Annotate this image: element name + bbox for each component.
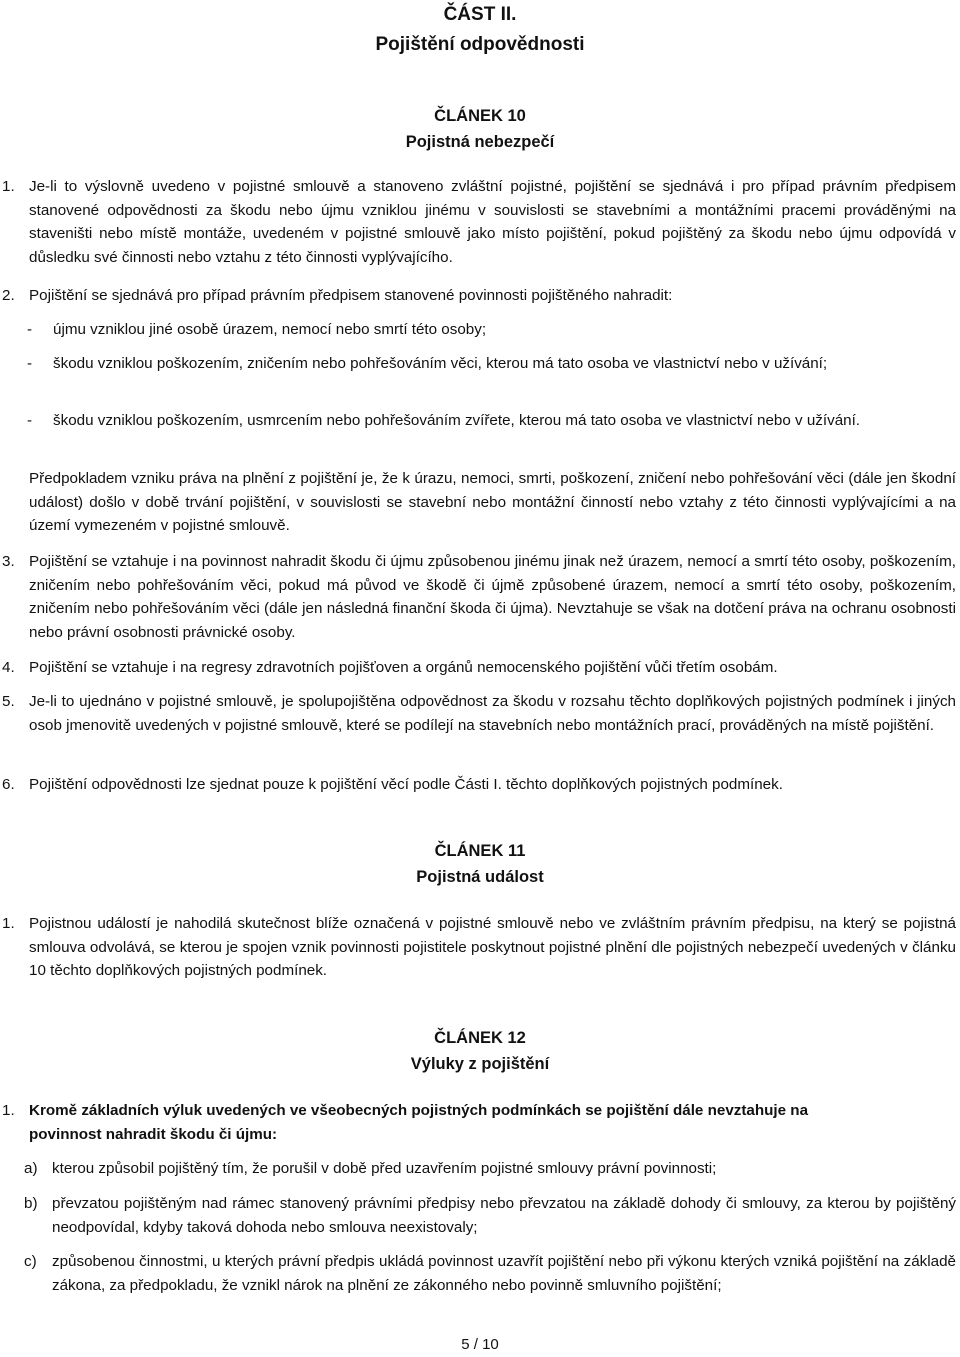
article-10-item-2 (2, 284, 956, 308)
dash-text: újmu vzniklou jiné osobě úrazem, nemocí nebo smrtí této osoby; (53, 321, 487, 338)
article-10-item-5 (2, 690, 956, 737)
article-10-heading: ČLÁNEK 10 (434, 107, 526, 125)
item-number: 3. (2, 553, 15, 570)
item-number: 6. (2, 776, 15, 793)
article-10-item-3 (2, 550, 956, 644)
article-10-title: Pojistná nebezpečí (405, 133, 555, 151)
article-11-item-1 (2, 912, 956, 983)
article-12-letter-c (24, 1250, 956, 1297)
dash-mark: - (27, 321, 33, 338)
article-10-item-6 (2, 773, 956, 797)
article-10-dash-2 (27, 352, 956, 376)
letter-text: způsobenou činnostmi, u kterých právní předpis ukládá povinnost uzavřít pojištění nebo při výkonu kterých vzniká pojištění na základě zákona, za předpokladu, že vznikl nárok na plnění ze zákonného nebo povinně smluvního pojištění; (52, 1253, 956, 1294)
item-text: Pojištění se vztahuje i na regresy zdravotních pojišťoven a orgánů nemocenského pojištění vůči třetím osobám. (29, 659, 778, 676)
dash-mark: - (27, 355, 33, 372)
part-number: ČÁST II. (443, 4, 517, 25)
letter-text: kterou způsobil pojištěný tím, že porušil v době před uzavřením pojistné smlouvy právní povinnosti; (52, 1160, 717, 1177)
article-10-paragraph: Předpokladem vzniku práva na plnění z pojištění je, že k úrazu, nemoci, smrti, poškození, zničení nebo pohřešování věci (dále jen škodní událost) došlo v době trvání pojištění, v souvislosti se stavební nebo montážní činností nebo vztahy z této činnosti vyplývajícími a na území vymezeném v pojistné smlouvě. (29, 470, 956, 534)
item-number: 2. (2, 287, 15, 304)
item-text: Kromě základních výluk uvedených ve všeobecných pojistných podmínkách se pojištění dále nevztahuje na povinnost nahradit škodu či újmu: (29, 1102, 809, 1143)
item-text: Pojištění se vztahuje i na povinnost nahradit škodu či újmu způsobenou jinému jinak než úrazem, nemocí a smrtí této osoby, poškozením, zničením nebo pohřešováním věci, pokud má původ ve škodě či újmě způsobené úrazem, nemocí a smrtí této osoby, poškozením, zničením nebo pohřešováním věci (dále jen následná finanční škoda či újma). Nevztahuje se však na dotčení práva na ochranu osobnosti nebo právní osobnosti právnické osoby. (29, 553, 956, 641)
item-number: 4. (2, 659, 15, 676)
article-11-heading: ČLÁNEK 11 (434, 842, 526, 860)
letter-mark: a) (24, 1160, 38, 1177)
article-12-item-1 (2, 1099, 882, 1146)
item-number: 1. (2, 915, 15, 932)
letter-mark: b) (24, 1195, 38, 1212)
article-10-item-4 (2, 656, 956, 680)
article-12-letter-b (24, 1192, 956, 1239)
article-10-dash-1 (27, 318, 956, 342)
article-10-dash-3 (27, 409, 956, 433)
letter-mark: c) (24, 1253, 37, 1270)
page-number: 5 / 10 (461, 1336, 499, 1353)
article-12-heading: ČLÁNEK 12 (434, 1029, 526, 1047)
article-12-title: Výluky z pojištění (410, 1055, 550, 1073)
item-text: Je-li to ujednáno v pojistné smlouvě, je spolupojištěna odpovědnost za škodu v rozsahu těchto doplňkových pojistných podmínek i jiných osob jmenovitě uvedených v pojistné smlouvě, které se podílejí na stavebních nebo montážních prací, prováděných na místě pojištění. (29, 693, 956, 734)
letter-text: převzatou pojištěným nad rámec stanovený právními předpisy nebo převzatou na základě dohody či smlouvy, za kterou by pojištěný neodpovídal, kdyby taková dohoda nebo smlouva neexistovaly; (52, 1195, 956, 1236)
article-10-item-1 (2, 175, 956, 269)
article-12-letter-a (24, 1157, 956, 1181)
item-text: Pojistnou událostí je nahodilá skutečnost blíže označená v pojistné smlouvě nebo ve zvláštním právním předpisu, na který se pojistná smlouva odvolává, se kterou je spojen vznik povinnosti pojistitele poskytnout pojistné plnění dle pojistných nebezpečí uvedených v článku 10 těchto doplňkových pojistných podmínek. (29, 915, 956, 979)
item-number: 1. (2, 1102, 15, 1119)
item-text: Je-li to výslovně uvedeno v pojistné smlouvě a stanoveno zvláštní pojistné, pojištění se sjednává i pro případ právním předpisem stanovené odpovědnosti za škodu nebo újmu vzniklou jinému v souvislosti se stavebními a montážními pracemi prováděnými na staveništi nebo místě montáže, uvedeném v pojistné smlouvě jako místo pojištění, pokud pojištěný za škodu nebo újmu odpovídá v důsledku své činnosti nebo vztahu z této činnosti vyplývajícího. (29, 178, 956, 266)
part-title: Pojištění odpovědnosti (375, 34, 585, 55)
item-number: 5. (2, 693, 15, 710)
dash-text: škodu vzniklou poškozením, usmrcením nebo pohřešováním zvířete, kterou má tato osoba ve vlastnictví nebo v užívání. (53, 412, 861, 429)
dash-text: škodu vzniklou poškozením, zničením nebo pohřešováním věci, kterou má tato osoba ve vlastnictví nebo v užívání; (53, 355, 828, 372)
item-text: Pojištění odpovědnosti lze sjednat pouze k pojištění věcí podle Části I. těchto doplňkových pojistných podmínek. (29, 776, 783, 793)
article-11-title: Pojistná událost (416, 868, 544, 886)
dash-mark: - (27, 412, 33, 429)
item-number: 1. (2, 178, 15, 195)
item-text: Pojištění se sjednává pro případ právním předpisem stanovené povinnosti pojištěného nahradit: (29, 287, 673, 304)
